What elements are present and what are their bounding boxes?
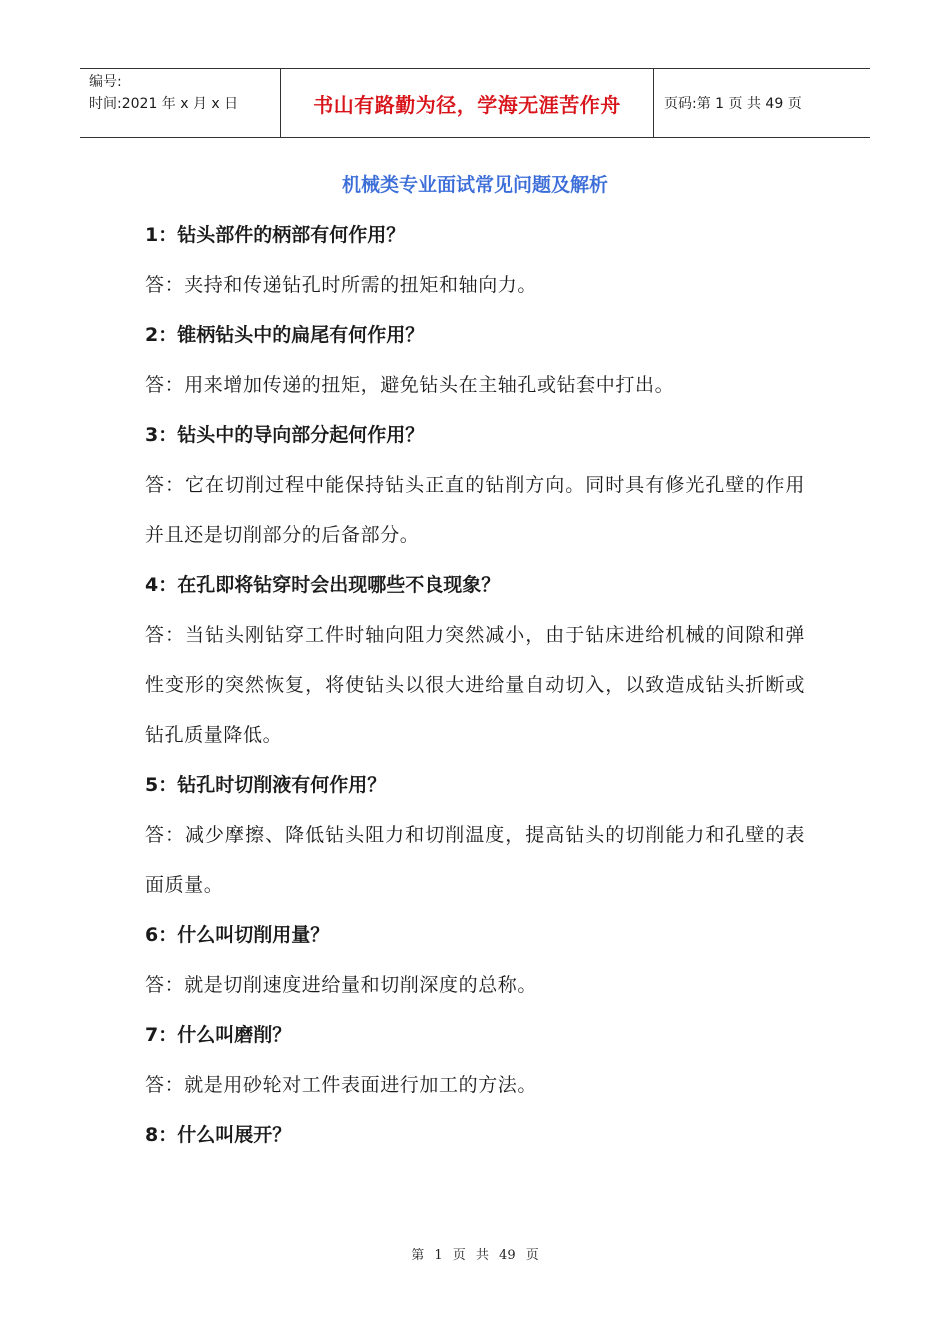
question-4: 4：在孔即将钻穿时会出现哪些不良现象？: [145, 574, 501, 596]
answer-1: 答：夹持和传递钻孔时所需的扭矩和轴向力。: [145, 274, 538, 296]
question-3: 3：钻头中的导向部分起何作用？: [145, 424, 425, 446]
header-page-info: 页码:第 1 页 共 49 页: [664, 96, 802, 112]
question-2: 2：锥柄钻头中的扁尾有何作用？: [145, 324, 425, 346]
answer-2: 答：用来增加传递的扭矩，避免钻头在主轴孔或钻套中打出。: [145, 374, 675, 396]
page-footer: 第 1 页 共 49 页: [411, 1248, 539, 1263]
header-meta: [80, 69, 281, 137]
answer-7: 答：就是用砂轮对工件表面进行加工的方法。: [145, 1074, 538, 1096]
number-label: 编号:: [89, 74, 122, 90]
time-label: 时间:2021 年 x 月 x 日: [89, 96, 239, 112]
question-1: 1：钻头部件的柄部有何作用？: [145, 224, 406, 246]
answer-6: 答：就是切削速度进给量和切削深度的总称。: [145, 974, 538, 996]
question-7: 7：什么叫磨削？: [145, 1024, 292, 1046]
question-5: 5：钻孔时切削液有何作用？: [145, 774, 387, 796]
header-motto: 书山有路勤为径，学海无涯苦作舟: [281, 69, 654, 137]
answer-3: 答：它在切削过程中能保持钻头正直的钻削方向。同时具有修光孔壁的作用并且还是切削部分的后备部分。: [145, 474, 805, 546]
document-title: 机械类专业面试常见问题及解析: [341, 174, 608, 196]
question-6: 6：什么叫切削用量？: [145, 924, 330, 946]
qa-content: [145, 210, 805, 1160]
question-8: 8：什么叫展开？: [145, 1124, 292, 1146]
page-header: [80, 68, 870, 138]
answer-4: 答：当钻头刚钻穿工件时轴向阻力突然减小，由于钻床进给机械的间隙和弹性变形的突然恢复，将使钻头以很大进给量自动切入，以致造成钻头折断或钻孔质量降低。: [145, 624, 805, 746]
answer-5: 答：减少摩擦、降低钻头阻力和切削温度，提高钻头的切削能力和孔壁的表面质量。: [145, 824, 805, 896]
